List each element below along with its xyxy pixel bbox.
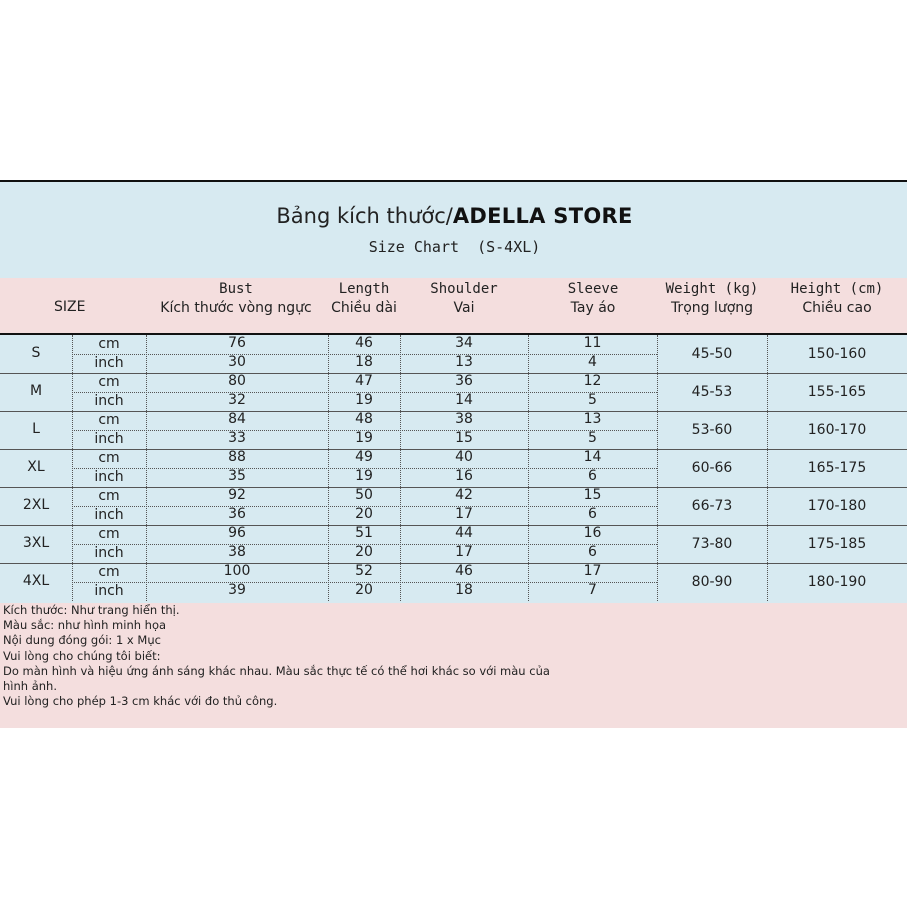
unit-label-inch: inch bbox=[94, 393, 124, 409]
notes-band bbox=[0, 603, 907, 728]
column-header-height-vi: Chiều cao bbox=[802, 300, 872, 316]
cell-shoulder-inch: 14 bbox=[455, 392, 473, 408]
sub-row-divider bbox=[72, 430, 657, 431]
cell-height: 155-165 bbox=[807, 384, 867, 400]
cell-height: 180-190 bbox=[807, 574, 867, 590]
unit-label-inch: inch bbox=[94, 583, 124, 599]
cell-bust-inch: 35 bbox=[228, 468, 246, 484]
cell-length-inch: 20 bbox=[355, 544, 373, 560]
cell-height: 175-185 bbox=[807, 536, 867, 552]
row-divider bbox=[0, 449, 907, 450]
cell-length-inch: 19 bbox=[355, 468, 373, 484]
cell-shoulder-cm: 42 bbox=[455, 487, 473, 503]
cell-bust-inch: 39 bbox=[228, 582, 246, 598]
column-header-bust-en: Bust bbox=[219, 281, 253, 297]
size-label-3xl: 3XL bbox=[22, 535, 50, 551]
cell-weight: 73-80 bbox=[691, 536, 733, 552]
column-header-weight-en: Weight (kg) bbox=[665, 281, 759, 297]
cell-height: 150-160 bbox=[807, 346, 867, 362]
note-line: Vui lòng cho phép 1-3 cm khác với đo thủ công. bbox=[3, 694, 278, 709]
note-line: Vui lòng cho chúng tôi biết: bbox=[3, 648, 161, 663]
chart-title bbox=[0, 204, 909, 228]
note-line: Nội dung đóng gói: 1 x Mục bbox=[3, 633, 161, 648]
column-header-height bbox=[782, 278, 892, 333]
cell-length-cm: 49 bbox=[355, 449, 373, 465]
column-header-bust-vi: Kích thước vòng ngực bbox=[160, 300, 312, 316]
size-label-2xl: 2XL bbox=[22, 497, 50, 513]
cell-bust-cm: 100 bbox=[223, 563, 251, 579]
cell-shoulder-inch: 17 bbox=[455, 506, 473, 522]
sub-row-divider bbox=[72, 506, 657, 507]
column-divider bbox=[528, 335, 529, 601]
column-divider bbox=[328, 335, 329, 601]
cell-sleeve-inch: 6 bbox=[588, 544, 597, 560]
row-divider bbox=[0, 487, 907, 488]
unit-label-cm: cm bbox=[98, 374, 120, 390]
cell-bust-cm: 76 bbox=[228, 335, 246, 351]
cell-shoulder-inch: 17 bbox=[455, 544, 473, 560]
unit-label-cm: cm bbox=[98, 412, 120, 428]
sub-row-divider bbox=[72, 544, 657, 545]
cell-bust-inch: 36 bbox=[228, 506, 246, 522]
cell-bust-cm: 92 bbox=[228, 487, 246, 503]
cell-bust-inch: 32 bbox=[228, 392, 246, 408]
cell-shoulder-cm: 36 bbox=[455, 373, 473, 389]
cell-bust-cm: 88 bbox=[228, 449, 246, 465]
cell-weight: 53-60 bbox=[691, 422, 733, 438]
cell-sleeve-cm: 16 bbox=[583, 525, 602, 541]
unit-label-inch: inch bbox=[94, 431, 124, 447]
cell-sleeve-inch: 5 bbox=[588, 392, 597, 408]
cell-length-inch: 19 bbox=[355, 392, 373, 408]
cell-sleeve-inch: 6 bbox=[588, 468, 597, 484]
cell-height: 165-175 bbox=[807, 460, 867, 476]
cell-sleeve-cm: 14 bbox=[583, 449, 602, 465]
size-label-m: M bbox=[29, 383, 43, 399]
column-header-length-vi: Chiều dài bbox=[331, 300, 397, 316]
cell-shoulder-cm: 38 bbox=[455, 411, 473, 427]
cell-bust-cm: 96 bbox=[228, 525, 246, 541]
sub-row-divider bbox=[72, 468, 657, 469]
cell-bust-cm: 80 bbox=[228, 373, 246, 389]
cell-bust-cm: 84 bbox=[228, 411, 246, 427]
cell-length-inch: 19 bbox=[355, 430, 373, 446]
cell-weight: 66-73 bbox=[691, 498, 733, 514]
cell-shoulder-inch: 15 bbox=[455, 430, 473, 446]
cell-length-cm: 51 bbox=[355, 525, 373, 541]
size-label-l: L bbox=[32, 421, 40, 437]
column-header-bust bbox=[141, 278, 331, 333]
cell-sleeve-cm: 17 bbox=[583, 563, 602, 579]
unit-label-cm: cm bbox=[98, 564, 120, 580]
column-divider bbox=[657, 335, 658, 601]
cell-shoulder-inch: 18 bbox=[455, 582, 473, 598]
column-divider bbox=[400, 335, 401, 601]
sub-row-divider bbox=[72, 582, 657, 583]
cell-sleeve-cm: 12 bbox=[583, 373, 602, 389]
column-header-weight bbox=[657, 278, 767, 333]
column-header-sleeve-vi: Tay áo bbox=[570, 300, 616, 316]
column-header-length bbox=[319, 278, 409, 333]
unit-label-inch: inch bbox=[94, 469, 124, 485]
cell-length-inch: 20 bbox=[355, 506, 373, 522]
column-header-sleeve bbox=[538, 278, 648, 333]
cell-weight: 80-90 bbox=[691, 574, 733, 590]
column-header-sleeve-en: Sleeve bbox=[567, 281, 619, 297]
unit-label-inch: inch bbox=[94, 355, 124, 371]
title-prefix: Bảng kích thước/ bbox=[276, 204, 453, 228]
cell-shoulder-cm: 44 bbox=[455, 525, 473, 541]
cell-height: 170-180 bbox=[807, 498, 867, 514]
cell-sleeve-cm: 11 bbox=[583, 335, 602, 351]
cell-shoulder-cm: 46 bbox=[455, 563, 473, 579]
column-header-row bbox=[0, 278, 907, 333]
cell-bust-inch: 33 bbox=[228, 430, 246, 446]
unit-label-inch: inch bbox=[94, 507, 124, 523]
unit-label-cm: cm bbox=[98, 488, 120, 504]
row-divider bbox=[0, 563, 907, 564]
cell-weight: 45-50 bbox=[691, 346, 733, 362]
cell-weight: 45-53 bbox=[691, 384, 733, 400]
note-line: Màu sắc: như hình minh họa bbox=[3, 618, 167, 633]
note-line: Do màn hình và hiệu ứng ánh sáng khác nhau. Màu sắc thực tế có thể hơi khác so với màu của bbox=[3, 663, 550, 678]
cell-length-cm: 52 bbox=[355, 563, 373, 579]
size-chart-sheet bbox=[0, 180, 909, 728]
sub-row-divider bbox=[72, 392, 657, 393]
unit-label-inch: inch bbox=[94, 545, 124, 561]
store-name: ADELLA STORE bbox=[452, 204, 633, 228]
column-header-shoulder bbox=[409, 278, 519, 333]
cell-length-inch: 18 bbox=[355, 354, 373, 370]
cell-length-cm: 46 bbox=[355, 335, 373, 351]
cell-length-inch: 20 bbox=[355, 582, 373, 598]
cell-sleeve-inch: 7 bbox=[588, 582, 597, 598]
cell-sleeve-cm: 13 bbox=[583, 411, 602, 427]
cell-bust-inch: 30 bbox=[228, 354, 246, 370]
size-label-4xl: 4XL bbox=[22, 573, 50, 589]
sub-row-divider bbox=[72, 354, 657, 355]
column-divider bbox=[146, 335, 147, 601]
column-header-shoulder-en: Shoulder bbox=[430, 281, 498, 297]
note-line: hình ảnh. bbox=[3, 679, 57, 694]
cell-length-cm: 47 bbox=[355, 373, 373, 389]
cell-bust-inch: 38 bbox=[228, 544, 246, 560]
column-header-length-en: Length bbox=[338, 281, 390, 297]
size-column-header: SIZE bbox=[54, 299, 86, 315]
cell-shoulder-cm: 40 bbox=[455, 449, 473, 465]
cell-sleeve-inch: 4 bbox=[588, 354, 597, 370]
notes-list bbox=[3, 603, 550, 709]
unit-label-cm: cm bbox=[98, 336, 120, 352]
column-divider bbox=[72, 335, 73, 601]
column-divider bbox=[767, 335, 768, 601]
cell-height: 160-170 bbox=[807, 422, 867, 438]
row-divider bbox=[0, 525, 907, 526]
cell-length-cm: 50 bbox=[355, 487, 373, 503]
row-divider bbox=[0, 373, 907, 374]
size-label-s: S bbox=[31, 345, 41, 361]
cell-length-cm: 48 bbox=[355, 411, 373, 427]
unit-label-cm: cm bbox=[98, 450, 120, 466]
column-header-height-en: Height (cm) bbox=[790, 281, 884, 297]
unit-label-cm: cm bbox=[98, 526, 120, 542]
cell-shoulder-inch: 16 bbox=[455, 468, 473, 484]
size-label-xl: XL bbox=[27, 459, 45, 475]
cell-sleeve-inch: 6 bbox=[588, 506, 597, 522]
cell-shoulder-inch: 13 bbox=[455, 354, 473, 370]
cell-sleeve-cm: 15 bbox=[583, 487, 602, 503]
column-header-weight-vi: Trọng lượng bbox=[670, 300, 754, 316]
cell-weight: 60-66 bbox=[691, 460, 733, 476]
column-header-shoulder-vi: Vai bbox=[453, 300, 475, 316]
cell-sleeve-inch: 5 bbox=[588, 430, 597, 446]
size-table bbox=[0, 333, 907, 605]
title-band bbox=[0, 180, 907, 278]
row-divider bbox=[0, 411, 907, 412]
note-line: Kích thước: Như trang hiển thị. bbox=[3, 603, 180, 617]
chart-subtitle: Size Chart (S-4XL) bbox=[368, 238, 541, 256]
cell-shoulder-cm: 34 bbox=[455, 335, 473, 351]
